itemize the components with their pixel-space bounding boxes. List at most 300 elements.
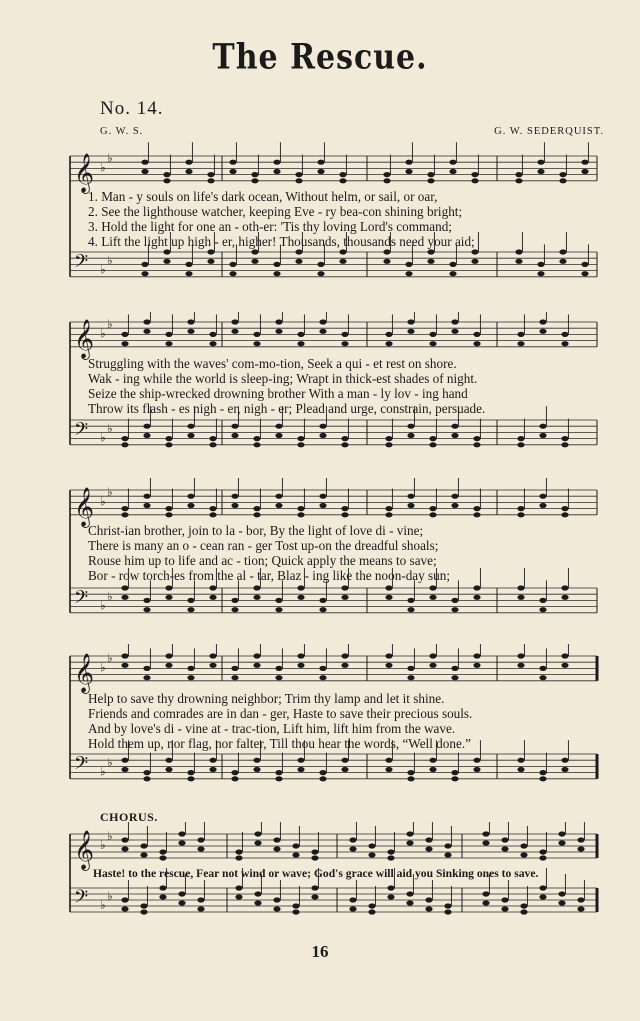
notehead: [317, 271, 324, 276]
notehead: [297, 506, 304, 511]
notehead: [178, 840, 185, 845]
flat-icon: ♭: [107, 253, 113, 268]
notehead: [539, 329, 546, 334]
flat-icon: ♭: [100, 430, 106, 445]
notehead: [275, 666, 282, 671]
notehead: [341, 436, 348, 441]
notehead: [473, 332, 480, 337]
notehead: [341, 767, 348, 772]
notehead: [178, 900, 185, 905]
notehead: [209, 506, 216, 511]
notehead: [451, 424, 458, 429]
notehead: [425, 897, 432, 902]
notehead: [275, 675, 282, 680]
notehead: [297, 442, 304, 447]
notehead: [185, 262, 192, 267]
flat-icon: ♭: [100, 838, 106, 852]
notehead: [577, 846, 584, 851]
notehead: [319, 494, 326, 499]
notehead: [140, 909, 147, 914]
notehead: [561, 767, 568, 772]
notehead: [520, 843, 527, 848]
notehead: [231, 675, 238, 680]
notehead: [341, 585, 348, 590]
notehead: [471, 249, 478, 254]
notehead: [121, 506, 128, 511]
notehead: [385, 512, 392, 517]
flat-icon: ♭: [100, 660, 106, 675]
notehead: [539, 666, 546, 671]
notehead: [254, 831, 261, 836]
notehead: [251, 259, 258, 264]
notehead: [273, 160, 280, 165]
notehead: [121, 436, 128, 441]
notehead: [185, 271, 192, 276]
notehead: [385, 436, 392, 441]
notehead: [577, 837, 584, 842]
notehead: [451, 494, 458, 499]
notehead: [405, 271, 412, 276]
notehead: [517, 512, 524, 517]
notehead: [165, 332, 172, 337]
notehead: [341, 332, 348, 337]
notehead: [473, 506, 480, 511]
notehead: [207, 178, 214, 183]
notehead: [383, 178, 390, 183]
notehead: [473, 442, 480, 447]
notehead: [407, 776, 414, 781]
flat-icon: ♭: [100, 160, 106, 175]
notehead: [253, 585, 260, 590]
notehead: [539, 849, 546, 854]
notehead: [165, 436, 172, 441]
notehead: [253, 332, 260, 337]
notehead: [407, 607, 414, 612]
notehead: [317, 262, 324, 267]
treble-clef-icon: 𝄞: [74, 830, 95, 870]
notehead: [121, 663, 128, 668]
notehead: [539, 598, 546, 603]
notehead: [231, 503, 238, 508]
notehead: [273, 897, 280, 902]
notehead: [253, 663, 260, 668]
lyric-line-2: There is many an o - cean ran - ger Tost up-on the dreadful shoals;: [88, 538, 439, 553]
notehead: [482, 840, 489, 845]
notehead: [539, 424, 546, 429]
notehead: [339, 249, 346, 254]
notehead: [231, 666, 238, 671]
notehead: [561, 758, 568, 763]
notehead: [368, 903, 375, 908]
notehead: [273, 906, 280, 911]
flat-icon: ♭: [107, 589, 113, 604]
notehead: [295, 178, 302, 183]
notehead: [385, 332, 392, 337]
notehead: [121, 846, 128, 851]
lyric-line-2: Friends and comrades are in dan - ger, Haste to save their precious souls.: [88, 706, 473, 721]
notehead: [385, 506, 392, 511]
notehead: [121, 512, 128, 517]
bass-clef-icon: 𝄢: [74, 753, 89, 779]
notehead: [141, 160, 148, 165]
notehead: [209, 585, 216, 590]
music-system-2: [62, 312, 602, 477]
notehead: [482, 831, 489, 836]
notehead: [187, 770, 194, 775]
notehead: [275, 770, 282, 775]
notehead: [253, 767, 260, 772]
notehead: [209, 332, 216, 337]
notehead: [517, 758, 524, 763]
notehead: [429, 767, 436, 772]
notehead: [581, 262, 588, 267]
flat-icon: ♭: [107, 485, 113, 500]
notehead: [425, 846, 432, 851]
notehead: [165, 767, 172, 772]
notehead: [140, 852, 147, 857]
notehead: [449, 160, 456, 165]
music-system-1: [62, 142, 602, 312]
notehead: [295, 172, 302, 177]
verse-lyrics: [88, 691, 602, 751]
notehead: [143, 675, 150, 680]
notehead: [159, 885, 166, 890]
notehead: [406, 891, 413, 896]
notehead: [165, 758, 172, 763]
notehead: [387, 894, 394, 899]
notehead: [229, 169, 236, 174]
notehead: [165, 585, 172, 590]
notehead: [517, 595, 524, 600]
notehead: [143, 329, 150, 334]
notehead: [471, 172, 478, 177]
notehead: [319, 424, 326, 429]
notehead: [387, 885, 394, 890]
flat-icon: ♭: [107, 829, 113, 843]
notehead: [275, 319, 282, 324]
notehead: [165, 595, 172, 600]
notehead: [197, 906, 204, 911]
flat-icon: ♭: [100, 494, 106, 509]
notehead: [429, 341, 436, 346]
notehead: [141, 169, 148, 174]
notehead: [539, 503, 546, 508]
notehead: [425, 906, 432, 911]
notehead: [427, 249, 434, 254]
notehead: [383, 249, 390, 254]
notehead: [515, 249, 522, 254]
notehead: [209, 653, 216, 658]
notehead: [539, 433, 546, 438]
notehead: [292, 852, 299, 857]
notehead: [159, 855, 166, 860]
notehead: [209, 512, 216, 517]
notehead: [520, 903, 527, 908]
notehead: [187, 433, 194, 438]
notehead: [451, 433, 458, 438]
notehead: [405, 262, 412, 267]
notehead: [429, 663, 436, 668]
notehead: [339, 172, 346, 177]
notehead: [319, 598, 326, 603]
notehead: [235, 894, 242, 899]
notehead: [368, 909, 375, 914]
notehead: [429, 595, 436, 600]
verse-lyrics: [88, 523, 602, 583]
notehead: [207, 172, 214, 177]
lyric-line-1: 1. Man - y souls on life's dark ocean, Without helm, or sail, or oar,: [88, 189, 438, 204]
notehead: [187, 776, 194, 781]
notehead: [187, 329, 194, 334]
notehead: [253, 758, 260, 763]
notehead: [407, 675, 414, 680]
notehead: [229, 160, 236, 165]
notehead: [297, 653, 304, 658]
notehead: [385, 442, 392, 447]
notehead: [387, 855, 394, 860]
notehead: [317, 169, 324, 174]
notehead: [537, 160, 544, 165]
notehead: [297, 663, 304, 668]
notehead: [209, 341, 216, 346]
notehead: [121, 332, 128, 337]
notehead: [209, 442, 216, 447]
notehead: [407, 319, 414, 324]
notehead: [473, 758, 480, 763]
notehead: [406, 831, 413, 836]
notehead: [254, 900, 261, 905]
notehead: [515, 178, 522, 183]
lyric-line-1: Help to save thy drowning neighbor; Trim thy lamp and let it shine.: [88, 691, 445, 706]
notehead: [520, 852, 527, 857]
notehead: [295, 259, 302, 264]
notehead: [558, 831, 565, 836]
notehead: [187, 607, 194, 612]
notehead: [187, 319, 194, 324]
notehead: [231, 770, 238, 775]
notehead: [385, 767, 392, 772]
notehead: [341, 758, 348, 763]
notehead: [165, 653, 172, 658]
notehead: [275, 433, 282, 438]
notehead: [451, 675, 458, 680]
notehead: [209, 436, 216, 441]
flat-icon: ♭: [100, 764, 106, 779]
notehead: [473, 585, 480, 590]
notehead: [473, 767, 480, 772]
notehead: [319, 607, 326, 612]
notehead: [405, 169, 412, 174]
lyric-line-3: Seize the ship-wrecked drowning brother With a man - ly lov - ing hand: [88, 386, 468, 401]
notehead: [407, 503, 414, 508]
notehead: [429, 758, 436, 763]
notehead: [231, 598, 238, 603]
lyric-line-1: Struggling with the waves' com-mo-tion, Seek a qui - et rest on shore.: [88, 356, 457, 371]
notehead: [449, 169, 456, 174]
notehead: [517, 767, 524, 772]
notehead: [165, 663, 172, 668]
notehead: [577, 897, 584, 902]
verse-lyrics: [88, 189, 602, 249]
notehead: [275, 424, 282, 429]
notehead: [229, 271, 236, 276]
chorus-lyrics: Haste! to the rescue, Fear not wind or wave; God's grace will aid you Sinking ones to save.: [93, 867, 539, 880]
bass-clef-icon: 𝄢: [74, 587, 89, 613]
notehead: [368, 852, 375, 857]
notehead: [275, 776, 282, 781]
notehead: [165, 341, 172, 346]
notehead: [561, 506, 568, 511]
notehead: [207, 259, 214, 264]
notehead: [140, 903, 147, 908]
notehead: [297, 767, 304, 772]
notehead: [231, 433, 238, 438]
notehead: [559, 259, 566, 264]
notehead: [385, 341, 392, 346]
notehead: [121, 442, 128, 447]
notehead: [253, 506, 260, 511]
notehead: [558, 891, 565, 896]
hymn-title: The Rescue.: [212, 37, 428, 78]
notehead: [501, 906, 508, 911]
notehead: [254, 891, 261, 896]
notehead: [407, 666, 414, 671]
notehead: [121, 897, 128, 902]
notehead: [311, 849, 318, 854]
bass-clef-icon: 𝄢: [74, 419, 89, 445]
notehead: [451, 770, 458, 775]
flat-icon: ♭: [107, 421, 113, 436]
flat-icon: ♭: [100, 326, 106, 341]
music-system-4: [62, 644, 602, 809]
notehead: [473, 512, 480, 517]
notehead: [317, 160, 324, 165]
notehead: [187, 494, 194, 499]
notehead: [319, 503, 326, 508]
notehead: [209, 758, 216, 763]
notehead: [231, 424, 238, 429]
treble-clef-icon: 𝄞: [74, 318, 95, 359]
notehead: [319, 770, 326, 775]
notehead: [407, 329, 414, 334]
notehead: [581, 271, 588, 276]
notehead: [235, 849, 242, 854]
flat-icon: ♭: [100, 598, 106, 613]
notehead: [429, 436, 436, 441]
notehead: [178, 831, 185, 836]
notehead: [143, 770, 150, 775]
flat-icon: ♭: [107, 755, 113, 770]
notehead: [341, 653, 348, 658]
notehead: [444, 903, 451, 908]
notehead: [407, 433, 414, 438]
notehead: [197, 846, 204, 851]
notehead: [163, 249, 170, 254]
lyric-line-1: Christ-ian brother, join to la - bor, By the light of love di - vine;: [88, 523, 424, 538]
notehead: [143, 433, 150, 438]
flat-icon: ♭: [107, 151, 113, 166]
notehead: [229, 262, 236, 267]
notehead: [121, 585, 128, 590]
flat-icon: ♭: [100, 262, 106, 277]
notehead: [341, 595, 348, 600]
notehead: [163, 259, 170, 264]
notehead: [311, 894, 318, 899]
notehead: [558, 900, 565, 905]
notehead: [292, 903, 299, 908]
notehead: [341, 512, 348, 517]
notehead: [187, 424, 194, 429]
notehead: [297, 341, 304, 346]
notehead: [159, 894, 166, 899]
notehead: [581, 169, 588, 174]
notehead: [444, 909, 451, 914]
notehead: [254, 840, 261, 845]
notehead: [451, 666, 458, 671]
notehead: [187, 598, 194, 603]
hymn-number: No. 14.: [100, 98, 164, 119]
notehead: [517, 653, 524, 658]
notehead: [197, 837, 204, 842]
lyric-line-2: 2. See the lighthouse watcher, keeping Eve - ry bea-con shining bright;: [88, 204, 463, 219]
notehead: [385, 663, 392, 668]
notehead: [143, 424, 150, 429]
notehead: [319, 329, 326, 334]
notehead: [143, 776, 150, 781]
notehead: [429, 512, 436, 517]
notehead: [178, 891, 185, 896]
bass-clef-icon: 𝄢: [74, 887, 89, 912]
notehead: [273, 262, 280, 267]
notehead: [297, 758, 304, 763]
chorus-label: CHORUS.: [100, 810, 158, 824]
notehead: [273, 271, 280, 276]
treble-clef-icon: 𝄞: [74, 152, 95, 193]
notehead: [341, 663, 348, 668]
notehead: [273, 846, 280, 851]
notehead: [517, 332, 524, 337]
notehead: [539, 894, 546, 899]
notehead: [235, 855, 242, 860]
notehead: [143, 598, 150, 603]
notehead: [539, 675, 546, 680]
notehead: [501, 897, 508, 902]
lyric-line-3: 3. Hold the light for one an - oth-er: 'Tis thy loving Lord's command;: [88, 219, 452, 234]
notehead: [319, 666, 326, 671]
notehead: [471, 259, 478, 264]
notehead: [231, 494, 238, 499]
notehead: [473, 341, 480, 346]
notehead: [429, 585, 436, 590]
notehead: [275, 598, 282, 603]
notehead: [539, 770, 546, 775]
flat-icon: ♭: [100, 898, 106, 912]
lyric-line-4: Bor - row torch-es from the al - tar, Blaz - ing like the noon-day sun;: [88, 568, 451, 583]
notehead: [429, 332, 436, 337]
notehead: [473, 436, 480, 441]
notehead: [517, 506, 524, 511]
notehead: [143, 319, 150, 324]
notehead: [143, 607, 150, 612]
notehead: [561, 663, 568, 668]
notehead: [537, 169, 544, 174]
notehead: [561, 653, 568, 658]
notehead: [275, 494, 282, 499]
notehead: [209, 595, 216, 600]
notehead: [165, 506, 172, 511]
notehead: [297, 585, 304, 590]
notehead: [482, 891, 489, 896]
